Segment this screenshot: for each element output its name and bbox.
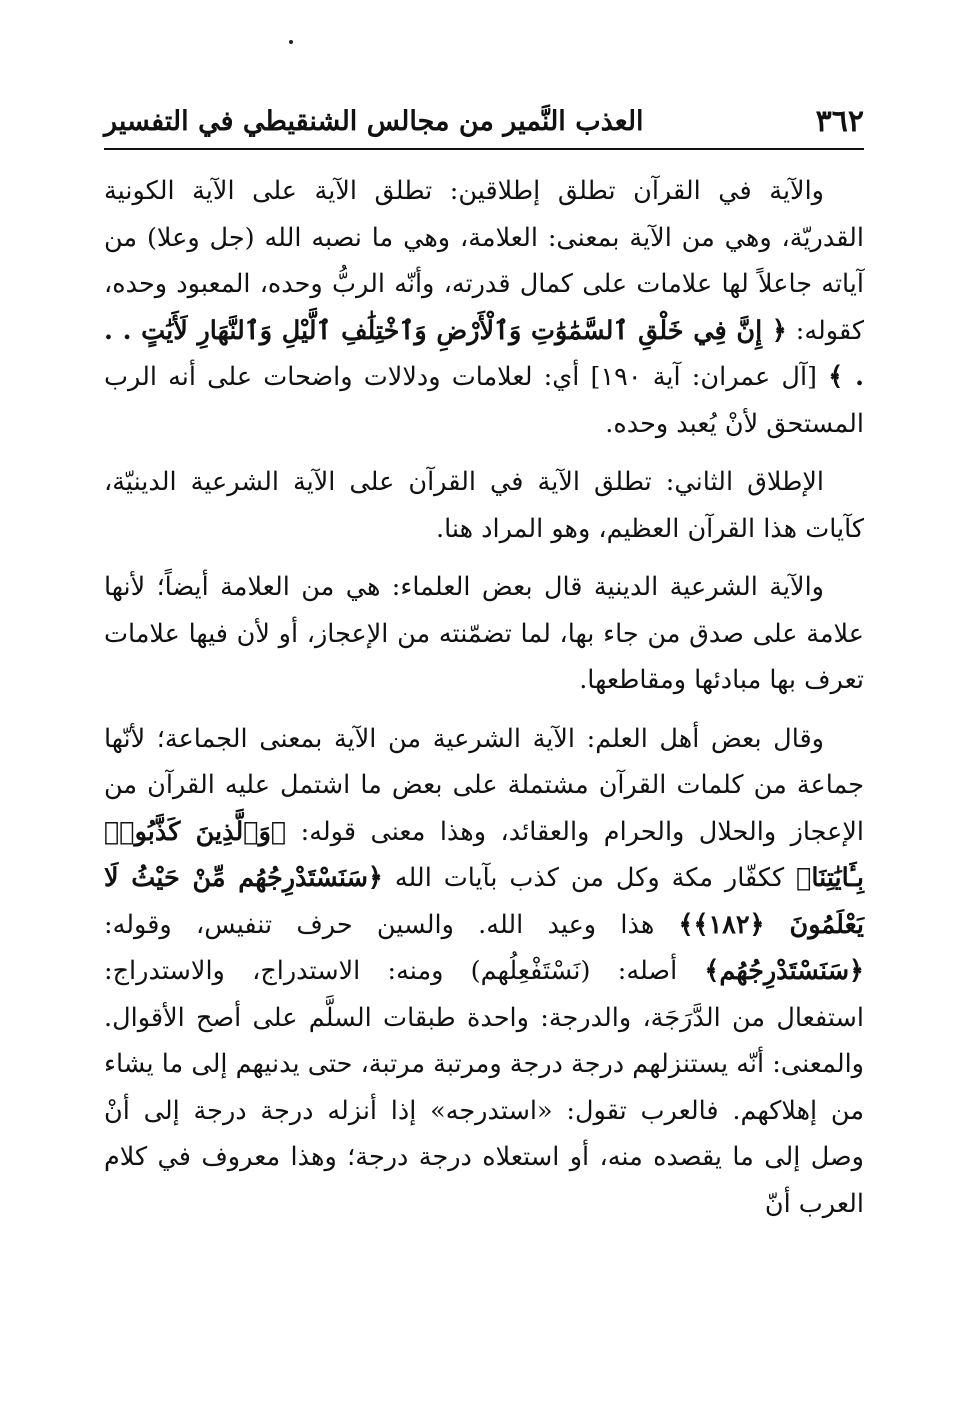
- text-segment: [آل عمران: آية ١٩٠] أي: لعلامات ودلالات واضحات على أنه الرب المستحق لأنْ يُعبد وحده.: [104, 362, 864, 439]
- page-header: [104, 100, 864, 150]
- text-segment: والآية الشرعية الدينية قال بعض العلماء: هي من العلامة أيضاً؛ لأنها علامة على صدق من جاء بها، لما تضمّنته من الإعجاز، أو لأن فيها علامات تعرف بها مبادئها ومقاطعها.: [104, 572, 864, 695]
- ink-dot: [289, 40, 293, 44]
- text-segment: الإطلاق الثاني: تطلق الآية في القرآن على الآية الشرعية الدينيّة، كآيات هذا القرآن العظيم، وهو المراد هنا.: [104, 467, 864, 544]
- paragraph-2: [104, 459, 864, 552]
- paragraph-4: [104, 716, 864, 1228]
- text-segment: أصله: (نَسْتَفْعِلُهم) ومنه: الاستدراج، والاستدراج: استفعال من الدَّرَجَة، والدرجة: واحدة طبقات السلَّم على أصح الأقوال. والمعنى: أنّه يستنزلهم درجة درجة ومرتبة مرتبة، حتى يدنيهم إلى ما يشاء من إهلاكهم. فالعرب تقول: «استدرجه» إذا أنزله درجة درجة إلى أنْ وصل إلى ما يقصده منه، أو استعلاه درجة درجة؛ وهذا معروف في كلام العرب أنّ: [104, 956, 864, 1219]
- quran-verse: ﴿وَٱلَّذِينَ كَذَّبُوا۟ بِـَٔايَٰتِنَا﴾: [104, 816, 864, 893]
- quran-verse: ﴿سَنَسْتَدْرِجُهُم﴾: [704, 956, 864, 986]
- page-number: ٣٦٢: [815, 104, 864, 139]
- running-title: العذب النَّمير من مجالس الشنقيطي في التفسير: [104, 106, 644, 137]
- quran-verse: ﴿سَنَسْتَدْرِجُهُم مِّنْ حَيْثُ لَا يَعْلَمُونَ ﴿١٨٢﴾﴾: [104, 863, 864, 940]
- text-segment: وقال بعض أهل العلم: الآية الشرعية من الآية بمعنى الجماعة؛ لأنّها جماعة من كلمات القرآن مشتملة على بعض ما اشتمل عليه القرآن من الإعجاز والحلال والحرام والعقائد، وهذا معنى قوله:: [104, 723, 864, 847]
- text-segment: هذا وعيد الله. والسين حرف تنفيس، وقوله:: [104, 909, 679, 940]
- paragraph-3: [104, 564, 864, 704]
- paragraph-1: [104, 168, 864, 447]
- body-text: [104, 168, 864, 1239]
- text-segment: ككفّار مكة وكل من كذب بآيات الله: [382, 863, 797, 893]
- quran-verse: ﴿ إِنَّ فِي خَلْقِ ٱلسَّمَٰوَٰتِ وَٱلْأَرْضِ وَٱخْتِلَٰفِ ٱلَّيْلِ وَٱلنَّهَارِ لَأَيَٰتٍ . . . ﴾: [104, 315, 864, 392]
- text-segment: والآية في القرآن تطلق إطلاقين: تطلق الآية على الآية الكونية القدريّة، وهي من الآية بمعنى: العلامة، وهي ما نصبه الله (جل وعلا) من آياته جاعلاً لها علامات على كمال قدرته، وأنّه الربُّ وحده، المعبود وحده، كقوله:: [104, 176, 864, 346]
